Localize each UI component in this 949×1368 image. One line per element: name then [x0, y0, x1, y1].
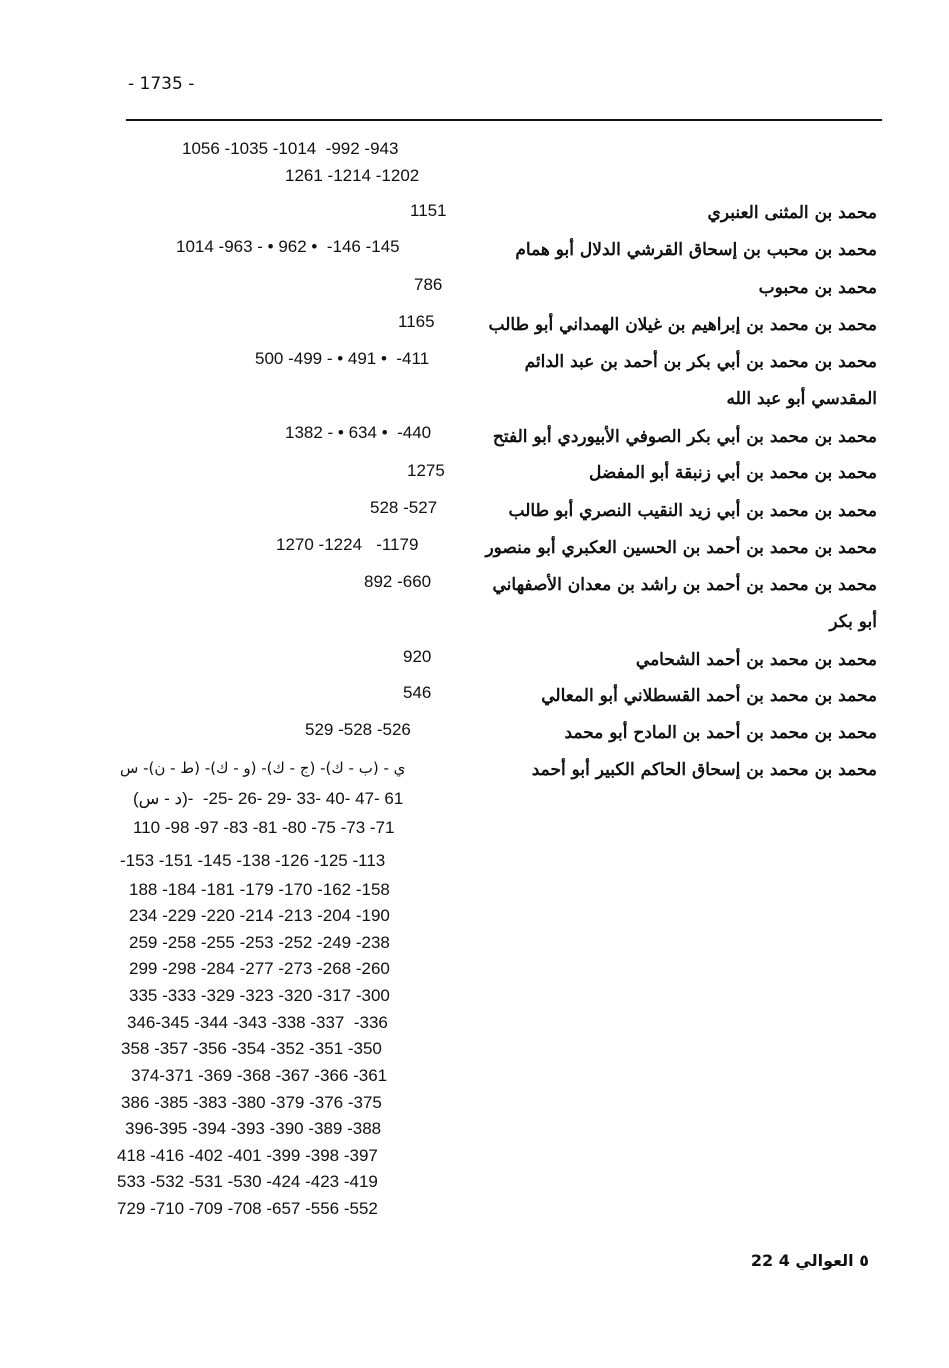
footer-signature: 22 ٥ العوالي 4 — [750, 1251, 869, 1270]
entry-refs: 1382 - • 634 • -440 — [285, 423, 432, 442]
long-ref-line: 299 -298 -284 -277 -273 -268 -260 — [129, 959, 390, 978]
entry-refs: 892 -660 — [364, 572, 432, 591]
entry-name: أبو بكر — [829, 612, 877, 632]
entry-refs: 1165 — [398, 312, 435, 331]
entry-name: محمد بن محمد بن أبي بكر الصوفي الأبيوردي أبو الفتح — [492, 427, 877, 447]
entry-name: محمد بن محمد بن إسحاق الحاكم الكبير أبو أحمد — [531, 760, 877, 780]
entry-refs: 529 -528 -526 — [305, 720, 411, 739]
long-ref-line: 533 -532 -531 -530 -424 -423 -419 — [117, 1172, 378, 1191]
entry-name: محمد بن محمد بن أحمد بن المادح أبو محمد — [564, 723, 877, 743]
entry-name: محمد بن محمد بن أبي زيد النقيب النصري أبو طالب — [508, 501, 877, 521]
long-ref-line: 729 -710 -709 -708 -657 -556 -552 — [117, 1199, 378, 1218]
entry-name: محمد بن محمد بن أحمد الشحامي — [635, 650, 877, 670]
entry-refs: 528 -527 — [370, 498, 438, 517]
entry-name: محمد بن المثنى العنبري — [707, 203, 877, 223]
entry-name: محمد بن محمد بن أحمد بن راشد بن معدان الأصفهاني — [492, 575, 877, 595]
long-ref-line: 396-395 -394 -393 -390 -389 -388 — [125, 1119, 382, 1138]
long-ref-line: 374-371 -369 -368 -367 -366 -361 — [131, 1066, 388, 1085]
entry-refs: 1275 — [407, 461, 445, 480]
header-rule — [126, 119, 882, 121]
long-ref-line: 358 -357 -356 -354 -352 -351 -350 — [121, 1039, 382, 1058]
entry-name: محمد بن محمد بن أبي بكر بن أحمد بن عبد الدائم — [524, 352, 877, 372]
long-ref-line: 346-345 -344 -343 -338 -337 -336 — [127, 1013, 388, 1032]
long-ref-line: 386 -385 -383 -380 -379 -376 -375 — [121, 1093, 382, 1112]
continuation-refs: 1261 -1214 -1202 — [285, 166, 420, 185]
entry-refs: 1270 -1224 -1179 — [276, 535, 419, 554]
entry-refs: 786 — [414, 275, 443, 294]
long-ref-line: 188 -184 -181 -179 -170 -162 -158 — [129, 880, 390, 899]
continuation-refs: 1056 -1035 -1014 -992 -943 — [182, 139, 399, 158]
entry-refs: 500 -499 - • 491 • -411 — [255, 349, 430, 368]
entry-name: محمد بن محمد بن إبراهيم بن غيلان الهمداني أبو طالب — [488, 315, 877, 335]
long-ref-line: 259 -258 -255 -253 -252 -249 -238 — [129, 933, 390, 952]
long-ref-line: 234 -229 -220 -214 -213 -204 -190 — [129, 906, 390, 925]
entry-name: محمد بن محمد بن أبي زنبقة أبو المفضل — [588, 463, 877, 483]
entry-name: محمد بن محبب بن إسحاق القرشي الدلال أبو همام — [515, 240, 877, 260]
entry-refs: 546 — [403, 683, 432, 702]
long-ref-line: -153 -151 -145 -138 -126 -125 -113 — [120, 851, 386, 870]
entry-refs: 920 — [403, 647, 432, 666]
entry-refs: ي - (ب - ك)- (ج - ك)- (و - ك)- (ط - ن)- س — [120, 759, 406, 777]
long-ref-line: 110 -98 -97 -83 -81 -80 -75 -73 -71 — [133, 818, 395, 837]
entry-name: المقدسي أبو عبد الله — [726, 389, 877, 409]
entry-name: محمد بن محبوب — [758, 278, 877, 298]
long-ref-line: 335 -333 -329 -323 -320 -317 -300 — [129, 986, 390, 1005]
long-ref-line: 418 -416 -402 -401 -399 -398 -397 — [117, 1146, 378, 1165]
page-number: - 1735 - — [128, 74, 195, 94]
entry-name: محمد بن محمد بن أحمد القسطلاني أبو المعالي — [541, 686, 877, 706]
entry-refs: 1151 — [410, 201, 447, 220]
long-ref-line: (د - س)- -61 -47 -40 -33 -29 -26 -25 — [133, 789, 404, 808]
entry-name: محمد بن محمد بن أحمد بن الحسين العكبري أبو منصور — [485, 538, 877, 558]
entry-refs: 1014 -963 - • 962 • -146 -145 — [176, 237, 400, 256]
